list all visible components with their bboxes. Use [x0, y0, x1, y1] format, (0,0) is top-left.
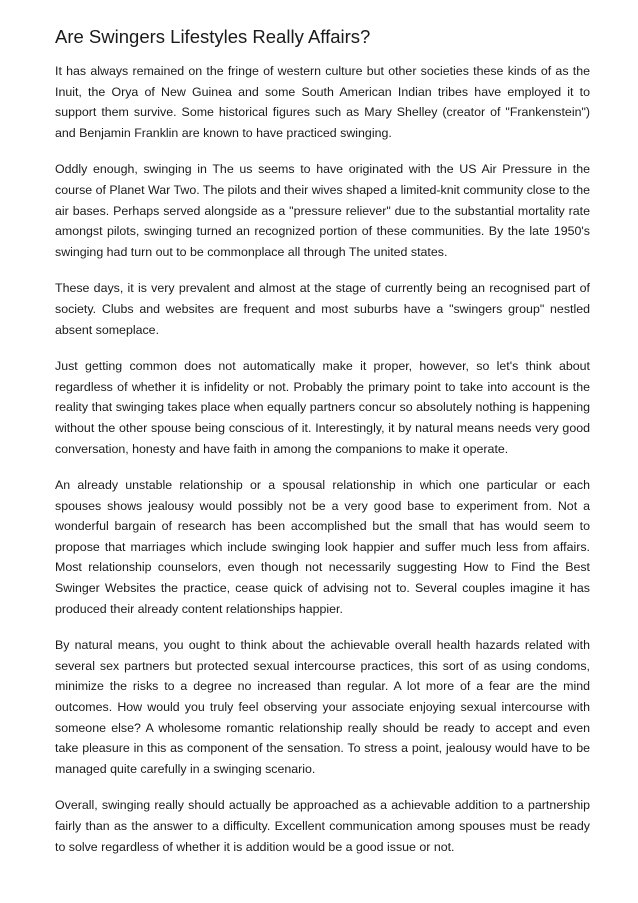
paragraph-3: These days, it is very prevalent and almost at the stage of currently being an recognised part of society. Clubs and websites are frequent and most suburbs have a "swingers group" nestled absent someplace. [55, 281, 590, 337]
paragraph-7: Overall, swinging really should actually be approached as a achievable addition to a partnership fairly than as the answer to a difficulty. Excellent communication among spouses must be ready to solve regardless of whether it is addition would be a good issue or not. [55, 798, 590, 854]
paragraph-1: It has always remained on the fringe of western culture but other societies these kinds of as the Inuit, the Orya of New Guinea and some South American Indian tribes have employed it to support them survive. Some historical figures such as Mary Shelley (creator of "Frankenstein") and Benjamin Franklin are known to have practiced swinging. [55, 64, 590, 140]
paragraph-2: Oddly enough, swinging in The us seems to have originated with the US Air Pressure in the course of Planet War Two. The pilots and their wives shaped a limited-knit community close to the air bases. Perhaps served alongside as a "pressure reliever" due to the substantial mortality rate amongst pilots, swinging turned an recognized portion of these communities. By the late 1950's swinging had turn out to be commonplace all through The united states. [55, 162, 590, 259]
paragraph-6: By natural means, you ought to think about the achievable overall health hazards related with several sex partners but protected sexual intercourse practices, this sort of as using condoms, minimize the risks to a degree no increased than regular. A lot more of a fear are the mind outcomes. How would you truly feel observing your associate enjoying sexual intercourse with someone else? A wholesome romantic relationship really should be ready to accept and even take pleasure in this as component of the sensation. To stress a point, jealousy would have to be managed quite carefully in a swinging scenario. [55, 638, 590, 776]
document-title: Are Swingers Lifestyles Really Affairs? [55, 26, 371, 47]
paragraph-5: An already unstable relationship or a spousal relationship in which one particular or each spouses shows jealousy would possibly not be a very good base to experiment from. Not a wonderful bargain of research has been accomplished but the small that has would seem to propose that marriages which include swinging look happier and suffer much less from affairs. Most relationship counselors, even though not necessarily suggesting How to Find the Best Swinger Websites the practice, cease quick of advising not to. Several couples imagine it has produced their already content relationships happier. [55, 478, 590, 616]
paragraph-4: Just getting common does not automatically make it proper, however, so let's think about regardless of whether it is infidelity or not. Probably the primary point to take into account is the reality that swinging takes place when equally partners concur so absolutely nothing is happening without the other spouse being conscious of it. Interestingly, it by natural means needs very good conversation, honesty and have faith in among the companions to make it operate. [55, 359, 590, 456]
document-page [55, 24, 590, 873]
